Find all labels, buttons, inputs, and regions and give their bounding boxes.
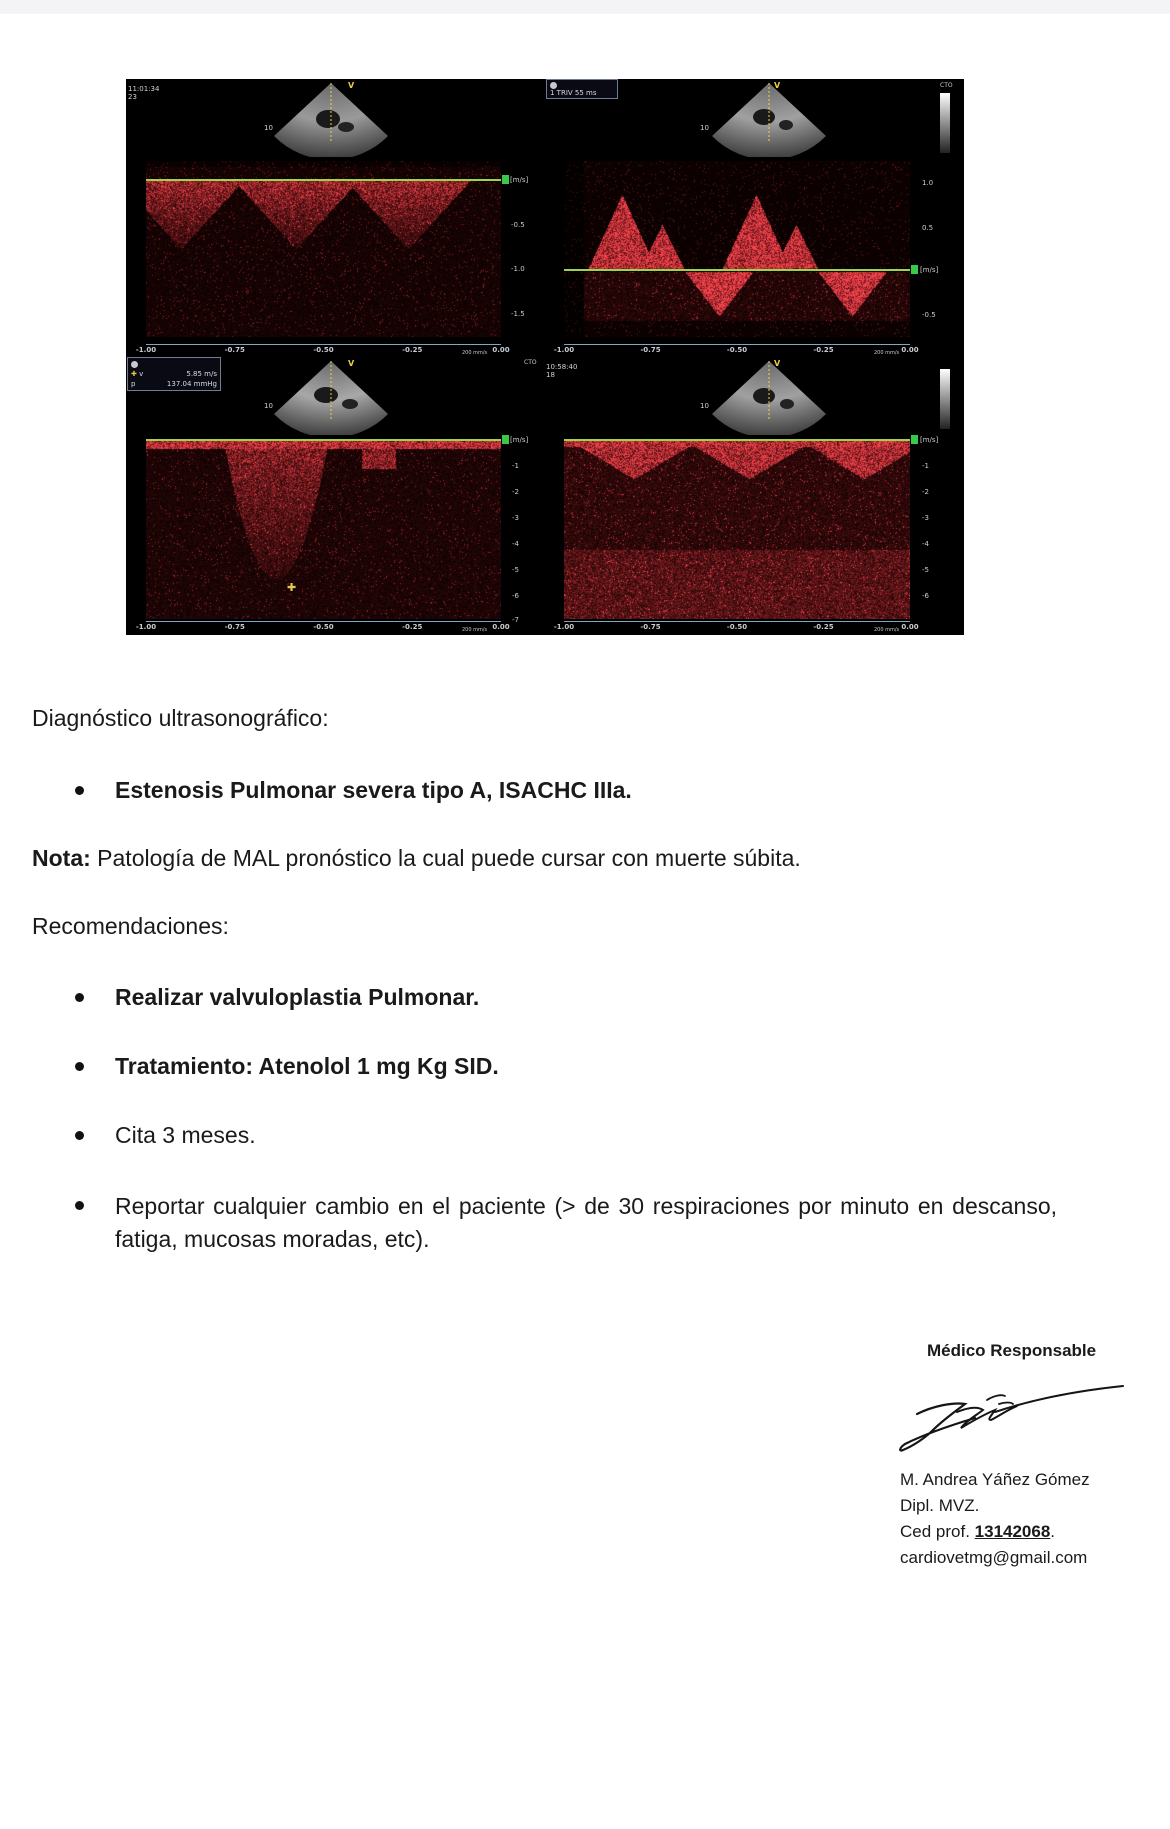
time-tick-label: -0.50 bbox=[313, 346, 334, 354]
cto-label: CTO bbox=[940, 82, 953, 89]
measure-icon bbox=[131, 361, 138, 368]
time-tick-label: 0.00 bbox=[901, 346, 919, 354]
recommendation-item: Cita 3 meses. bbox=[115, 1122, 256, 1148]
velocity-scale-label: -2 bbox=[512, 488, 519, 496]
recommendation-item: Tratamiento: Atenolol 1 mg Kg SID. bbox=[115, 1053, 499, 1079]
note-text: Patología de MAL pronóstico la cual puede cursar con muerte súbita. bbox=[90, 845, 801, 871]
measure-icon bbox=[550, 82, 557, 89]
sector-depth-label: 10 bbox=[264, 402, 273, 410]
panel-frame: 23 bbox=[128, 93, 137, 101]
sector-v-label: V bbox=[348, 359, 355, 368]
time-axis bbox=[553, 620, 919, 632]
sector-v-label: V bbox=[774, 359, 781, 368]
time-tick-label: -0.25 bbox=[402, 623, 423, 631]
ultrasound-sector-image bbox=[266, 81, 396, 157]
sector-v-label: V bbox=[348, 81, 355, 90]
velocity-scale-label: 1.0 bbox=[922, 179, 934, 187]
doppler-baseline bbox=[146, 179, 501, 181]
pressure-label: p bbox=[131, 380, 136, 388]
ultrasound-sector-image bbox=[704, 81, 834, 157]
sweep-speed-label: 200 mm/s bbox=[874, 627, 900, 633]
time-tick-label: -0.75 bbox=[224, 346, 245, 354]
doppler-baseline bbox=[564, 439, 910, 441]
triv-measurement: 1 TRIV 55 ms bbox=[550, 89, 597, 97]
time-tick-label: -0.75 bbox=[224, 623, 245, 631]
doppler-spectrum bbox=[146, 439, 501, 619]
doppler-spectrum bbox=[564, 439, 910, 619]
license-label: Ced prof. bbox=[900, 1522, 975, 1541]
velocity-scale-label: -0.5 bbox=[922, 311, 936, 319]
baseline-marker bbox=[502, 175, 509, 184]
license-number: 13142068 bbox=[974, 1522, 1051, 1541]
recommendation-item: Reportar cualquier cambio en el paciente (> de 30 respiraciones por minuto en descanso, fatiga, mucosas moradas, etc). bbox=[115, 1193, 1057, 1252]
bullet bbox=[75, 786, 84, 795]
cto-label: CTO bbox=[524, 359, 537, 366]
doctor-email: cardiovetmg@gmail.com bbox=[900, 1548, 1088, 1567]
cursor-crosshair-icon: ✚ bbox=[287, 581, 297, 594]
recommendations-heading: Recomendaciones: bbox=[32, 913, 229, 939]
signature-title: Médico Responsable bbox=[927, 1341, 1097, 1360]
time-axis bbox=[135, 343, 510, 355]
velocity-scale-label: -1.5 bbox=[511, 310, 525, 318]
doppler-panel-top-left bbox=[126, 79, 539, 357]
measurement-box bbox=[546, 79, 618, 99]
ultrasound-sector-image bbox=[266, 359, 396, 435]
velocity-scale-label: -0.5 bbox=[511, 221, 525, 229]
velocity-unit-label: [m/s] bbox=[920, 266, 939, 274]
time-tick-label: -0.25 bbox=[813, 346, 834, 354]
doppler-panel-bottom-left bbox=[126, 357, 539, 635]
time-tick-label: -1.00 bbox=[553, 346, 575, 354]
time-axis bbox=[135, 620, 510, 632]
velocity-scale-label: -1 bbox=[512, 462, 519, 470]
note-label: Nota: bbox=[32, 845, 91, 871]
ultrasound-sector-image bbox=[704, 359, 834, 435]
time-tick-label: -1.00 bbox=[553, 623, 575, 631]
diagnosis-item: Estenosis Pulmonar severa tipo A, ISACHC IIIa. bbox=[115, 777, 632, 803]
doppler-panel-bottom-right bbox=[544, 357, 964, 635]
velocity-scale-label: -5 bbox=[922, 566, 929, 574]
velocity-unit-label: [m/s] bbox=[510, 176, 529, 184]
velocity-scale-label: -3 bbox=[512, 514, 519, 522]
time-tick-label: 0.00 bbox=[492, 346, 510, 354]
sector-v-label: V bbox=[774, 81, 781, 90]
velocity-scale-label: -3 bbox=[922, 514, 929, 522]
echocardiogram-composite bbox=[126, 79, 964, 635]
velocity-scale-label: -7 bbox=[512, 616, 519, 624]
doctor-credential: Dipl. MVZ. bbox=[900, 1496, 980, 1515]
time-tick-label: -0.25 bbox=[813, 623, 834, 631]
bullet bbox=[75, 1201, 84, 1210]
grayscale-bar bbox=[940, 369, 950, 429]
doppler-baseline bbox=[564, 269, 910, 271]
panel-clock: 10:58:40 bbox=[546, 363, 578, 371]
velocity-scale-label: -6 bbox=[512, 592, 519, 600]
bullet bbox=[75, 993, 84, 1002]
time-tick-label: 0.00 bbox=[901, 623, 919, 631]
velocity-value: 5.85 m/s bbox=[186, 370, 217, 378]
velocity-scale-label: -5 bbox=[512, 566, 519, 574]
time-tick-label: -0.50 bbox=[313, 623, 334, 631]
bullet bbox=[75, 1062, 84, 1071]
note-paragraph bbox=[32, 844, 801, 872]
sweep-speed-label: 200 mm/s bbox=[462, 350, 488, 356]
time-tick-label: -0.75 bbox=[640, 623, 661, 631]
professional-license bbox=[900, 1519, 1055, 1545]
doppler-spectrum bbox=[564, 161, 910, 337]
handwritten-signature bbox=[895, 1380, 1127, 1456]
time-tick-label: -0.25 bbox=[402, 346, 423, 354]
velocity-scale-label: -2 bbox=[922, 488, 929, 496]
diagnosis-heading: Diagnóstico ultrasonográfico: bbox=[32, 705, 329, 731]
velocity-scale-label: -6 bbox=[922, 592, 929, 600]
time-tick-label: -0.50 bbox=[726, 346, 748, 354]
velocity-scale-label: 0.5 bbox=[922, 224, 934, 232]
doppler-panel-top-right bbox=[544, 79, 964, 357]
velocity-unit-label: [m/s] bbox=[920, 436, 939, 444]
time-tick-label: -1.00 bbox=[135, 346, 157, 354]
recommendation-item: Realizar valvuloplastia Pulmonar. bbox=[115, 984, 480, 1010]
velocity-scale-label: -1 bbox=[922, 462, 929, 470]
time-axis bbox=[553, 343, 919, 355]
top-bar bbox=[0, 0, 1170, 14]
time-tick-label: -1.00 bbox=[135, 623, 157, 631]
grayscale-bar bbox=[940, 93, 950, 153]
panel-clock: 11:01:34 bbox=[128, 85, 160, 93]
sector-depth-label: 10 bbox=[700, 124, 709, 132]
sweep-speed-label: 200 mm/s bbox=[462, 627, 488, 633]
time-tick-label: -0.75 bbox=[640, 346, 661, 354]
bullet bbox=[75, 1131, 84, 1140]
doppler-spectrum bbox=[146, 161, 501, 337]
velocity-label: v bbox=[139, 370, 144, 378]
pressure-value: 137.04 mmHg bbox=[166, 380, 217, 388]
doctor-name: M. Andrea Yáñez Gómez bbox=[900, 1470, 1090, 1489]
time-tick-label: 0.00 bbox=[492, 623, 510, 631]
sweep-speed-label: 200 mm/s bbox=[874, 350, 900, 356]
sector-depth-label: 10 bbox=[264, 124, 273, 132]
velocity-measurement-box: ✚ v 5.85 m/s p 137.04 mmHg bbox=[127, 357, 221, 391]
baseline-marker bbox=[502, 435, 509, 444]
baseline-marker bbox=[911, 435, 918, 444]
baseline-marker bbox=[911, 265, 918, 274]
velocity-scale-label: -4 bbox=[922, 540, 929, 548]
velocity-unit-label: [m/s] bbox=[510, 436, 529, 444]
panel-frame: 18 bbox=[546, 371, 555, 379]
time-tick-label: -0.50 bbox=[726, 623, 748, 631]
sector-depth-label: 10 bbox=[700, 402, 709, 410]
doppler-baseline bbox=[146, 439, 501, 441]
velocity-scale-label: -4 bbox=[512, 540, 519, 548]
velocity-scale-label: -1.0 bbox=[511, 265, 525, 273]
license-suffix: . bbox=[1050, 1522, 1056, 1541]
